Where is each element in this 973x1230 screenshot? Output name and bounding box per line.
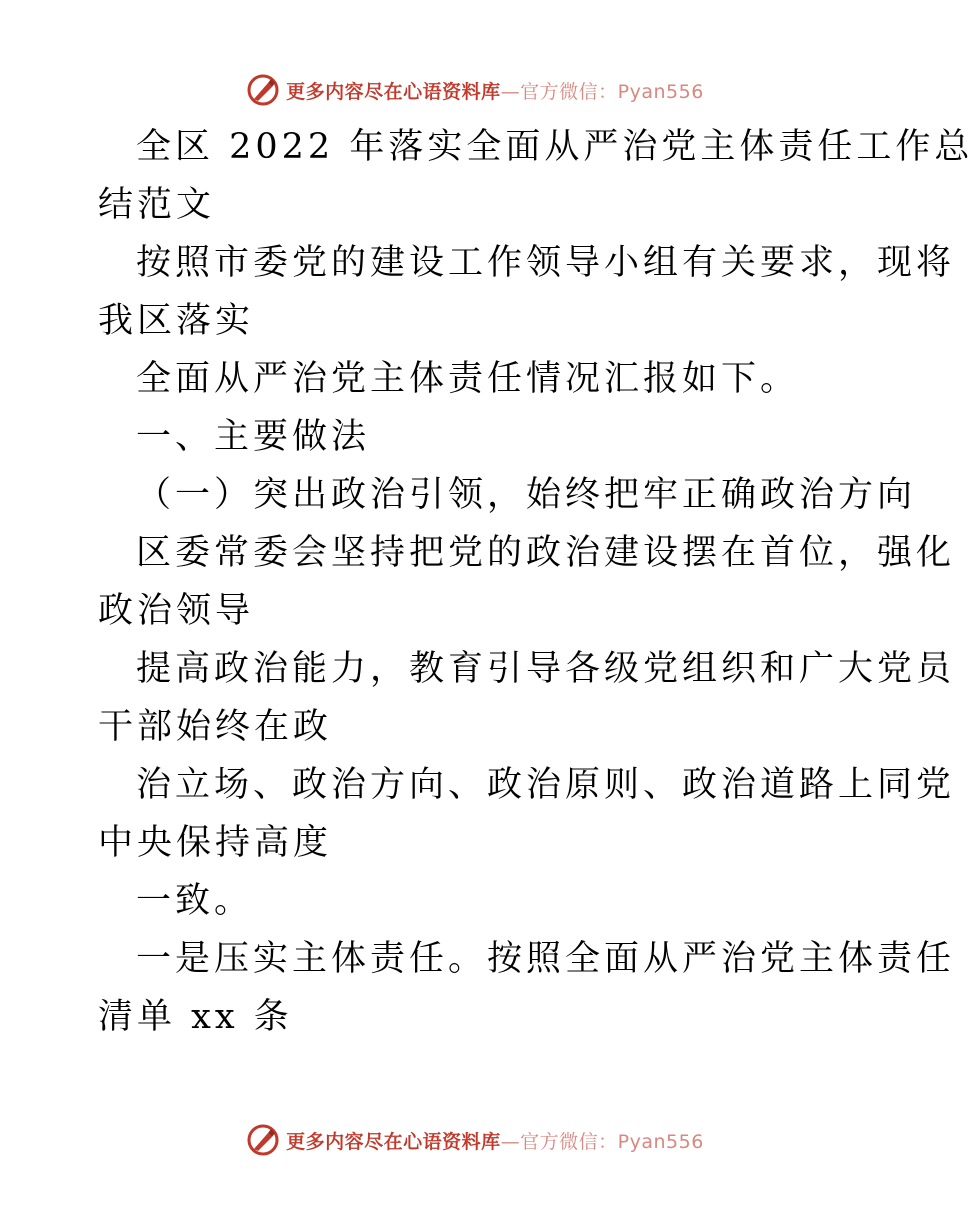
document-line: 结范文 xyxy=(98,185,216,225)
header-watermark-banner xyxy=(0,70,950,110)
document-line: 干部始终在政 xyxy=(98,707,333,747)
document-line: 政治领导 xyxy=(98,591,255,631)
document-line: 提高政治能力，教育引导各级党组织和广大党员 xyxy=(136,649,956,689)
document-line: 一致。 xyxy=(136,881,254,921)
document-line: 治立场、政治方向、政治原则、政治道路上同党 xyxy=(136,765,956,805)
document-body xyxy=(98,118,973,1046)
document-line: （一）突出政治引领，始终把牢正确政治方向 xyxy=(136,475,917,515)
footer-banner-text: 更多内容尽在心语资料库—官方微信：Pyan556 xyxy=(286,1130,704,1153)
footer-watermark-banner xyxy=(0,1120,950,1160)
document-line: 全面从严治党主体责任情况汇报如下。 xyxy=(136,359,800,399)
document-line: 一、主要做法 xyxy=(136,417,371,457)
document-line: 中央保持高度 xyxy=(98,823,333,863)
pen-logo-icon xyxy=(246,73,280,107)
document-line: 区委常委会坚持把党的政治建设摆在首位，强化 xyxy=(136,533,956,573)
document-line: 按照市委党的建设工作领导小组有关要求，现将 xyxy=(136,243,956,283)
pen-logo-icon xyxy=(246,1123,280,1157)
document-line: 全区 2022 年落实全面从严治党主体责任工作总 xyxy=(136,127,973,167)
header-banner-text: 更多内容尽在心语资料库—官方微信：Pyan556 xyxy=(286,80,704,103)
document-line: 清单 xx 条 xyxy=(98,997,293,1037)
document-line: 一是压实主体责任。按照全面从严治党主体责任 xyxy=(136,939,956,979)
document-line: 我区落实 xyxy=(98,301,255,341)
